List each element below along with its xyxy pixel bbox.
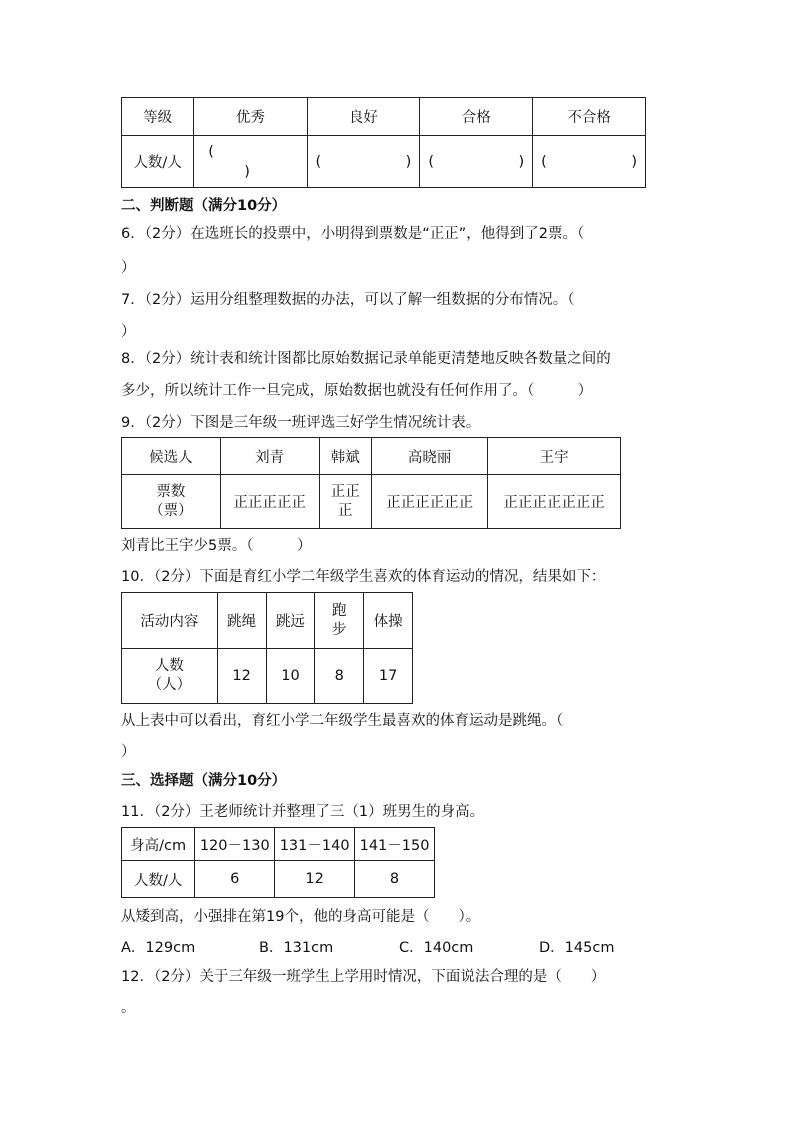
q12-line1: 12．（2分）关于三年级一班学生上学用时情况，下面说法合理的是（ ） <box>121 969 606 985</box>
q11-option-c: C．140cm <box>399 940 474 956</box>
sports-header-activity: 活动内容 <box>122 593 218 649</box>
height-value-1: 6 <box>195 861 275 898</box>
q11-text: 11．（2分）王老师统计并整理了三（1）班男生的身高。 <box>121 804 485 820</box>
sports-header-longjump: 跳远 <box>266 593 315 649</box>
vote-row-label-1: 票数 <box>156 483 186 500</box>
height-header-range1: 120－130 <box>195 828 275 861</box>
close-paren: ) <box>405 153 412 170</box>
sports-row-label-1: 人数 <box>154 658 184 674</box>
vote-header-candidate: 候选人 <box>122 438 221 475</box>
q8-line1: 8．（2分）统计表和统计图都比原始数据记录单能更清楚地反映各数量之间的 <box>121 351 611 367</box>
grade-table <box>121 97 646 188</box>
vote-row-label <box>122 475 221 529</box>
grade-blank-pass <box>420 136 533 188</box>
height-row-label: 人数/人 <box>122 861 195 898</box>
height-header-label: 身高/cm <box>122 828 195 861</box>
q11-option-d: D．145cm <box>539 940 615 956</box>
vote-tally-wangyu: 正正正正正正正 <box>488 475 621 529</box>
vote-tally-hanbin: 正正 正 <box>319 475 371 529</box>
sports-row-label-2: （人） <box>147 677 192 693</box>
close-paren: ) <box>631 153 637 170</box>
grade-blank-excellent <box>194 136 307 188</box>
height-value-3: 8 <box>355 861 435 898</box>
sports-header-gym: 体操 <box>364 593 413 649</box>
vote-row-label-2: （票） <box>149 502 193 519</box>
open-paren: ( <box>428 153 434 170</box>
q6-line2: ） <box>121 260 136 276</box>
open-paren: ( <box>208 143 214 160</box>
q10-statement-line2: ） <box>121 744 136 760</box>
grade-header-excellent: 优秀 <box>194 98 307 136</box>
height-header-range3: 141－150 <box>355 828 435 861</box>
q7-line2: ） <box>121 324 136 340</box>
q10-text: 10．（2分）下面是育红小学二年级学生喜欢的体育运动的情况，结果如下： <box>121 569 606 585</box>
vote-tally-gaoxiaoli: 正正正正正正 <box>372 475 488 529</box>
sports-header-rope: 跳绳 <box>217 593 266 649</box>
close-paren: ) <box>518 153 525 170</box>
q11-option-a: A．129cm <box>121 940 196 956</box>
vote-tally-liuqing: 正正正正正 <box>220 475 319 529</box>
sports-value-longjump: 10 <box>266 649 315 704</box>
q11-option-b: B．131cm <box>259 940 334 956</box>
open-paren: ( <box>541 153 547 170</box>
grade-header-level: 等级 <box>122 98 194 136</box>
sports-header-running: 跑 步 <box>315 593 364 649</box>
sports-table <box>121 592 413 704</box>
q9-text: 9．（2分）下图是三年级一班评选三好学生情况统计表。 <box>121 415 481 431</box>
vote-header-liuqing: 刘青 <box>220 438 319 475</box>
section2-title: 二、判断题（满分10分） <box>121 198 287 214</box>
q7-line1: 7．（2分）运用分组整理数据的办法，可以了解一组数据的分布情况。（ <box>121 292 575 308</box>
q9-statement: 刘青比王宇少5票。（ ） <box>121 538 312 554</box>
section3-title: 三、选择题（满分10分） <box>121 773 287 789</box>
vote-header-wangyu: 王宇 <box>488 438 621 475</box>
grade-header-pass: 合格 <box>420 98 533 136</box>
grade-header-good: 良好 <box>307 98 420 136</box>
sports-value-running: 8 <box>315 649 364 704</box>
height-header-range2: 131－140 <box>275 828 355 861</box>
sports-value-gym: 17 <box>364 649 413 704</box>
q12-line2: 。 <box>121 1000 136 1016</box>
grade-blank-good <box>307 136 420 188</box>
grade-row-label: 人数/人 <box>122 136 194 188</box>
q11-question: 从矮到高，小强排在第19个，他的身高可能是（ ）。 <box>121 909 481 925</box>
close-paren: ) <box>244 163 250 180</box>
vote-header-hanbin: 韩斌 <box>319 438 371 475</box>
grade-header-fail: 不合格 <box>533 98 646 136</box>
vote-table <box>121 437 621 529</box>
sports-row-label <box>122 649 218 704</box>
q8-line2: 多少，所以统计工作一旦完成，原始数据也就没有任何作用了。（ ） <box>121 383 593 399</box>
grade-blank-fail <box>533 136 646 188</box>
vote-header-gaoxiaoli: 高晓丽 <box>372 438 488 475</box>
q6-line1: 6．（2分）在选班长的投票中，小明得到票数是“正正”，他得到了2票。（ <box>121 226 585 242</box>
height-value-2: 12 <box>275 861 355 898</box>
open-paren: ( <box>315 153 322 170</box>
q10-statement-line1: 从上表中可以看出，育红小学二年级学生最喜欢的体育运动是跳绳。（ <box>121 713 564 729</box>
sports-value-rope: 12 <box>217 649 266 704</box>
height-table <box>121 827 435 898</box>
